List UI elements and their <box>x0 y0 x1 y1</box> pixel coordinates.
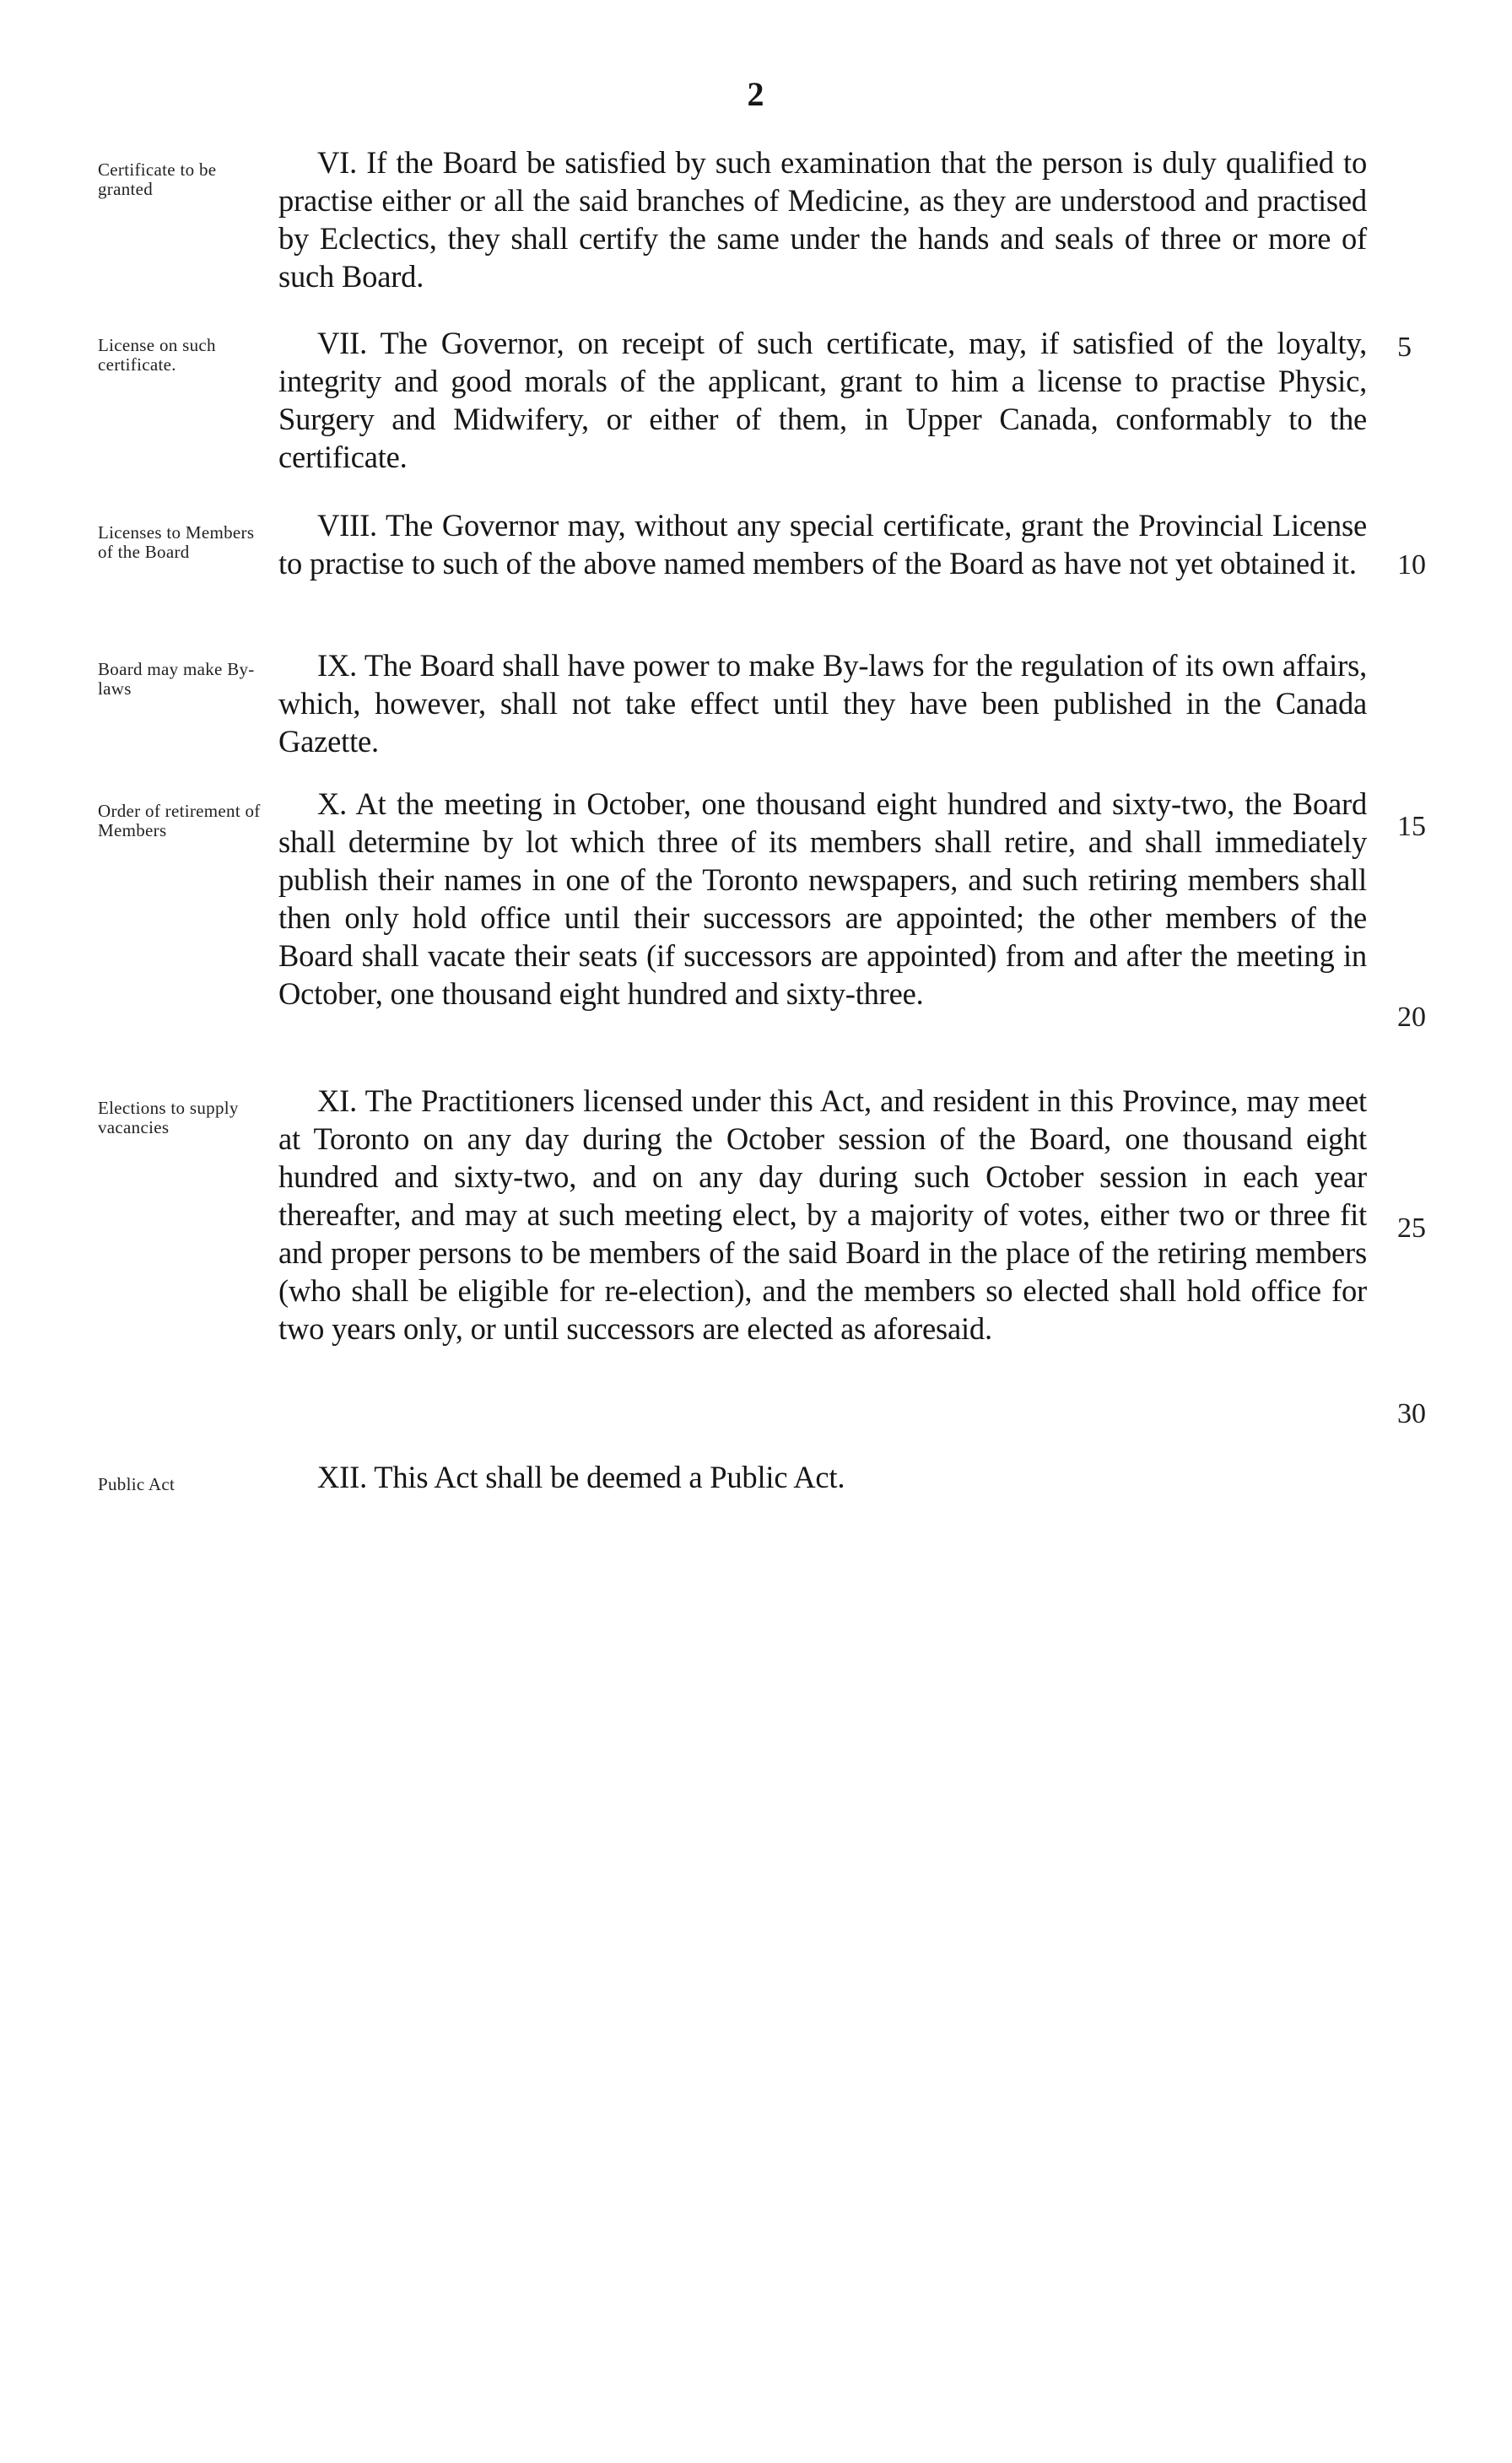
margin-note-licenses-members: Licenses to Members of the Board <box>98 522 255 562</box>
margin-note-elections: Elections to supply vacancies <box>98 1098 239 1137</box>
line-number-5: 5 <box>1397 332 1412 363</box>
section-xii-text: XII. This Act shall be deemed a Public Act. <box>317 1460 845 1494</box>
page-number: 2 <box>747 75 765 113</box>
margin-note-retirement: Order of retirement of Members <box>98 801 261 840</box>
line-number-10: 10 <box>1397 549 1426 581</box>
margin-note-license: License on such certificate. <box>98 335 216 375</box>
line-number-15: 15 <box>1397 811 1426 842</box>
section-vi-text: VI. If the Board be satisfied by such examination that the person is duly qualified to practise either or all the said branches of Medicine, as they are understood and practised by Eclectics, they shall certify the same under the hands and seals of three or more of such Board. <box>278 145 1367 294</box>
line-number-20: 20 <box>1397 1002 1426 1033</box>
section-vii-text: VII. The Governor, on receipt of such certificate, may, if satisfied of the loyalty, integrity and good morals of the applicant, grant to him a license to practise Physic, Surgery and Midwifery, or either of them, in Upper Canada, conformably to the certificate. <box>278 326 1367 474</box>
margin-note-certificate: Certificate to be granted <box>98 159 217 199</box>
section-xi-text: XI. The Practitioners licensed under this Act, and resident in this Province, may meet at Toronto on any day during the October session of the Board, one thousand eight hundred and sixty-two, and on any day during such October session in each year thereafter, and may at such meeting elect, by a majority of votes, either two or three fit and proper persons to be members of the said Board in the place of the retiring members (who shall be eligible for re-election), and the members so elected shall hold office for two years only, or until successors are elected as aforesaid. <box>278 1083 1367 1346</box>
margin-note-public-act: Public Act <box>98 1474 176 1494</box>
section-x-text: X. At the meeting in October, one thousand eight hundred and sixty-two, the Board shall determine by lot which three of its members shall retire, and shall immediately publish their names in one of the Toronto newspapers, and such retiring members shall then only hold office until their successors are appointed; the other members of the Board shall vacate their seats (if successors are appointed) from and after the meeting in October, one thousand eight hundred and sixty-three. <box>278 786 1367 1011</box>
line-number-30: 30 <box>1397 1398 1426 1429</box>
section-viii-text: VIII. The Governor may, without any special certificate, grant the Provincial License to practise to such of the above named members of the Board as have not yet obtained it. <box>278 508 1367 581</box>
section-ix-text: IX. The Board shall have power to make By-laws for the regulation of its own affairs, which, however, shall not take effect until they have been published in the Canada Gazette. <box>278 648 1367 759</box>
line-number-25: 25 <box>1397 1213 1426 1244</box>
margin-note-by-laws: Board may make By-laws <box>98 659 255 699</box>
